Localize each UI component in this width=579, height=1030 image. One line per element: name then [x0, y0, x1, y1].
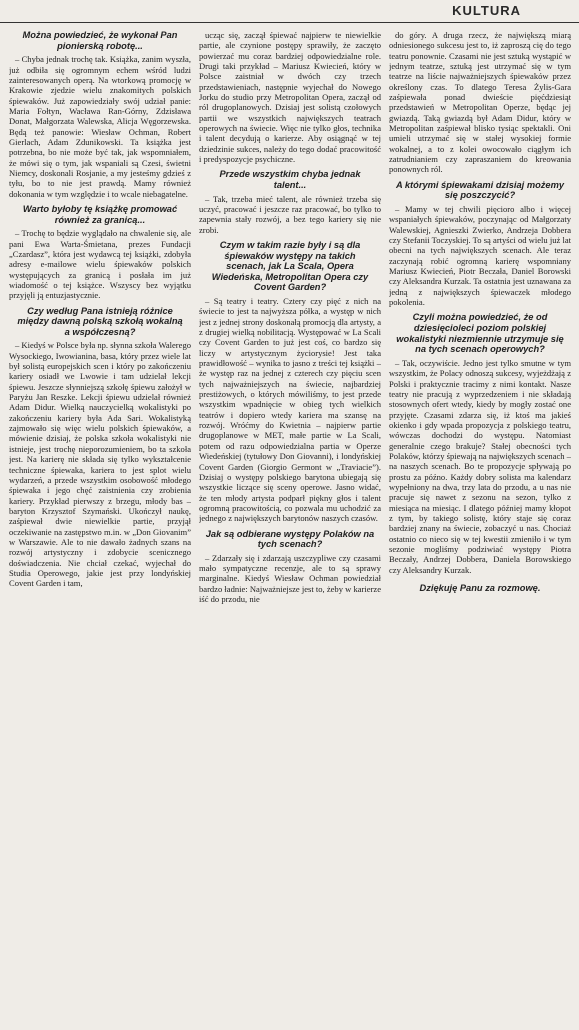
- interview-answer: do góry. A druga rzecz, że największą miarą odniesionego sukcesu jest to, iż zaproszą cię do tego teatru ponownie. Czasami nie jest sztuką wystąpić w jednym teatrze, sztuką jest utrzymać się w tym teatrze na liście najważniejszych śpiewaków przez określony czas. To dlatego Teresa Żylis-Gara zaśpiewała ponad dwieście pięćdziesiąt przedstawień w Metropolitan Operze, będąc jej gwiazdą. Taką gwiazdą był Adam Didur, który w Metropolitan zaśpiewał blisko tysiąc spektakli. Oni umieli utrzymać się w stałej wysokiej formie wokalnej, a to z kolei owocowało ciągłym ich zatrudnianiem czy zapraszaniem do kreowania ponownych ról.: [389, 30, 571, 175]
- interview-question: Czy według Pana istnieją różnice między dawną polską szkołą wokalną a współczesną?: [17, 305, 183, 337]
- interview-answer: – Tak, oczywiście. Jedno jest tylko smutne w tym wszystkim, że Polacy odnoszą sukcesy, wyjeżdżają z Polski i praktycznie tracimy z nimi kontakt. Nasze teatry nie pracują z wyprzedzeniem i nie składają stosownych ofert wtedy, kiedy by mogły zostać one przyjęte. Czasami zdarza się, iż ktoś ma jakieś okienko i gdy wpada propozycja z polskiego teatru, wówczas dochodzi do występu. Natomiast generalnie czego brakuje? Stałej obecności tych Polaków, którzy śpiewają na największych scenach – na naszych scenach. Bo te propozycje spływają po prostu za późno. Każdy dobry solista ma kalendarz wypełniony na dwa, trzy lata do przodu, a u nas nie pracuje się nawet z sezonu na sezon, tylko z miesiąca na miesiąc. I dlatego później mamy kłopot z tym, by takiego solistę, który staje się coraz bardziej znany na świecie, zobaczyć u nas. Chociaż ostatnio co nieco się w tej kwestii zmieniło i w tym sezonie mogliśmy podziwiać występy Piotra Beczały, Andrzej Dobbera, Daniela Borowskiego czy Aleksandry Kurzak.: [389, 357, 571, 575]
- article-column-2: [199, 30, 381, 1026]
- interview-answer: – Zdarzały się i zdarzają uszczypliwe czy czasami mało sympatyczne recenzje, ale to są sprawy marginalne. Kiedyś Wiesław Ochman powiedział bardzo ładnie: Najważniejsze jest to, żeby w karierze iść do przodu, nie: [199, 552, 381, 605]
- article-column-3: [389, 30, 571, 1026]
- article-column-1: [9, 30, 191, 1026]
- interview-answer: – Chyba jednak trochę tak. Książka, zanim wyszła, już odbiła się ogromnym echem wśród ludzi zainteresowanych operą. Na wtorkową promocję w Krakowie zjedzie wielu znakomitych polskich śpiewaków. Już zapowiedziały swój udział panie: Maria Fołtyn, Wacława Ran-Górny, Zdzisława Donat, Małgorzata Walewska, Alicja Węgorzewska. Będą też panowie: Wiesław Ochman, Robert Gierlach, Adam Zdunikowski. Ta książka jest potrzebna, bo nie może być tak, jak wspomniałem, że mówi się o tym, jak wspaniali są Czesi, świetni Niemcy, doskonali Rosjanie, a my jesteśmy gdzieś z tyłu, bo to nie jest prawdą. Mamy również dokonania w tym względzie i to wcale niebagatelne.: [9, 54, 191, 199]
- article-body: [9, 30, 572, 1026]
- interview-answer: – Mamy w tej chwili pięciorо albo i więcej wspaniałych śpiewaków, poczynając od Małgorzaty Walewskiej, Agnieszki Zwierko, Andrzeja Dobbera czy Stefanii Toczyskiej. To są artyści od wielu już lat obecni na tych największych scenach. Ale teraz zaczynają robić ogromną karierę wspomniany Mariusz Kwiecień, Piotr Beczała, Daniel Borowski czy Aleksandra Kurzak. Ta ostatnia jest uznawana za jedną z największych śpiewaczek młodego pokolenia.: [389, 204, 571, 308]
- interview-answer: – Kiedyś w Polsce była np. słynna szkoła Walerego Wysockiego, Iwowianina, basa, który przez wiele lat był solistą europejskich scen i który po zakończeniu kariery osiadł we Lwowie i tam udzielał lekcji śpiewu. Jeszcze słynniejszą szkołę śpiewu założył w Paryżu Jan Reszke. Lekcji śpiewu udzielał również Adam Didur. Wielką nauczycielką wokalistyki po zakończeniu kariery była Ada Sari. Wokalistyką zajmowało się więc wielu polskich śpiewaków, a mówienie dzisiaj, że polska szkoła wokalistyki nie istnieje, jest trochę nieporozumieniem, bo ta szkoła jest. Na karierę nie składa się tylko wykształcenie techniczne śpiewaka, kariera to jest splot wielu wydarzeń, a przede wszystkim osobowość młodego śpiewaka i jego chęć zaistnienia czy zrobienia kariery. Przykład pierwszy z brzegu, młody bas – baryton Krzysztof Szymański. Ukończył naukę, zaśpiewał dwie niewielkie partie, przyjął oczekiwanie na zastępstwo m.in. w „Don Giovanim” w Warszawie. Ale to nie dawało żadnych szans na rozwój artystyczny i zdobycie scenicznego doświadczenia. Nie chciał czekać, wyjechał do Studia Operowego, jakie jest przy londyńskiej Covent Garden i tam,: [9, 340, 191, 589]
- interview-question: Czyli można powiedzieć, że od dziesięcioleci poziom polskiej wokalistyki niezmiennie utrzymuje się na tych scenach operowych?: [396, 312, 564, 355]
- interview-question: Można powiedzieć, że wykonał Pan pionierską robotę...: [22, 30, 178, 51]
- interview-answer: ucząc się, zaczął śpiewać najpierw te niewielkie partie, ale czynione postępy sprawiły, że zaczęto powierzać mu coraz bardziej odpowiedzialne role. Drugi taki przykład – Mariusz Kwiecień, który w Polsce zaistniał w dwóch czy trzech przedstawieniach, następnie wyjechał do Nowego Jorku do studio przy Metropolitan Opera, zaczął od ról drugoplanowych. Dzisiaj jest solistą czołowych partii we wszystkich największych teatrach operowych na świecie. Więc nie tylko głos, technika i talent decydują o karierze. Aby osiągnąć w tej dziedzinie sukces, należy do tego dodać pracowitość i predyspozycje psychiczne.: [199, 30, 381, 165]
- interview-question: A którymi śpiewakami dzisiaj możemy się poszczycić?: [395, 179, 565, 201]
- interview-answer: – Trochę to będzie wyglądało na chwalenie się, ale pani Ewa Warta-Śmietana, prezes Fundacji „Czardasz”, która jest wydawcą tej książki, zdobyła adresy e-mailowe wielu śpiewaków polskich występujących za granicą i posłała im już wiadomość o tej książce. Wszyscy bez wyjątku przyjęli ją entuzjastycznie.: [9, 228, 191, 301]
- interview-question: Przede wszystkim chyba jednak talent...: [219, 169, 361, 191]
- interview-answer: – Są teatry i teatry. Cztery czy pięć z nich na świecie to jest ta najwyższa półka, a występ w nich jest z jednej strony doskonałą promocją dla artysty, a z drugiej wielką nobilitacją. Występować w La Scali czy Covent Garden to już jest coś, co bardzo się liczy w artystycznym życiorysie! Jest taka prawidłowość – wynika to jasno z treści tej książki – że występ raz na jednej z czterech czy pięciu scen tych najważniejszych na świecie, najbardziej prestiżowych, o których mówiliśmy, to jest przede wszystkim wpadnięcie w obieg tych wielkich teatrów i dopiero wtedy kariera ma szansę na rozwój. Wróćmy do Kwietnia – najpierw partie drugoplanowe w MET, małe partie w La Scali, potem od razu odpowiedzialna partia w Operze Wiedeńskiej (tytułowy Don Giovanni), i londyńskiej Covent Garden (Giorgio Germont w „Traviacie”). Dzisiaj o występy polskiego barytona ubiegają się wszystkie liczące się sceny operowe. Jasno widać, że ten młody artysta podparł piękny głos i talent ogromną pracowitością, co pozwala mu uchodzić za jednego z największych barytonów naszych czasów.: [199, 296, 381, 524]
- interview-answer: – Tak, trzeba mieć talent, ale również trzeba się uczyć, pracować i jeszcze raz pracować, bo tylko to zapewnia stały rozwój, a bez tego kariery się nie zrobi.: [199, 193, 381, 235]
- page-header: [0, 0, 579, 23]
- section-title: KULTURA: [452, 3, 521, 18]
- closing-line: Dziękuję Panu za rozmowę.: [419, 583, 541, 594]
- interview-question: Czym w takim razie były i są dla śpiewaków występy na takich scenach, jak La Scala, Opera Wiedeńska, Metropolitan Opera czy Covent Garden?: [211, 240, 369, 293]
- interview-question: Warto byłoby tę książkę promować również za granicą...: [22, 204, 178, 225]
- interview-question: Jak są odbierane występy Polaków na tych scenach?: [205, 528, 375, 550]
